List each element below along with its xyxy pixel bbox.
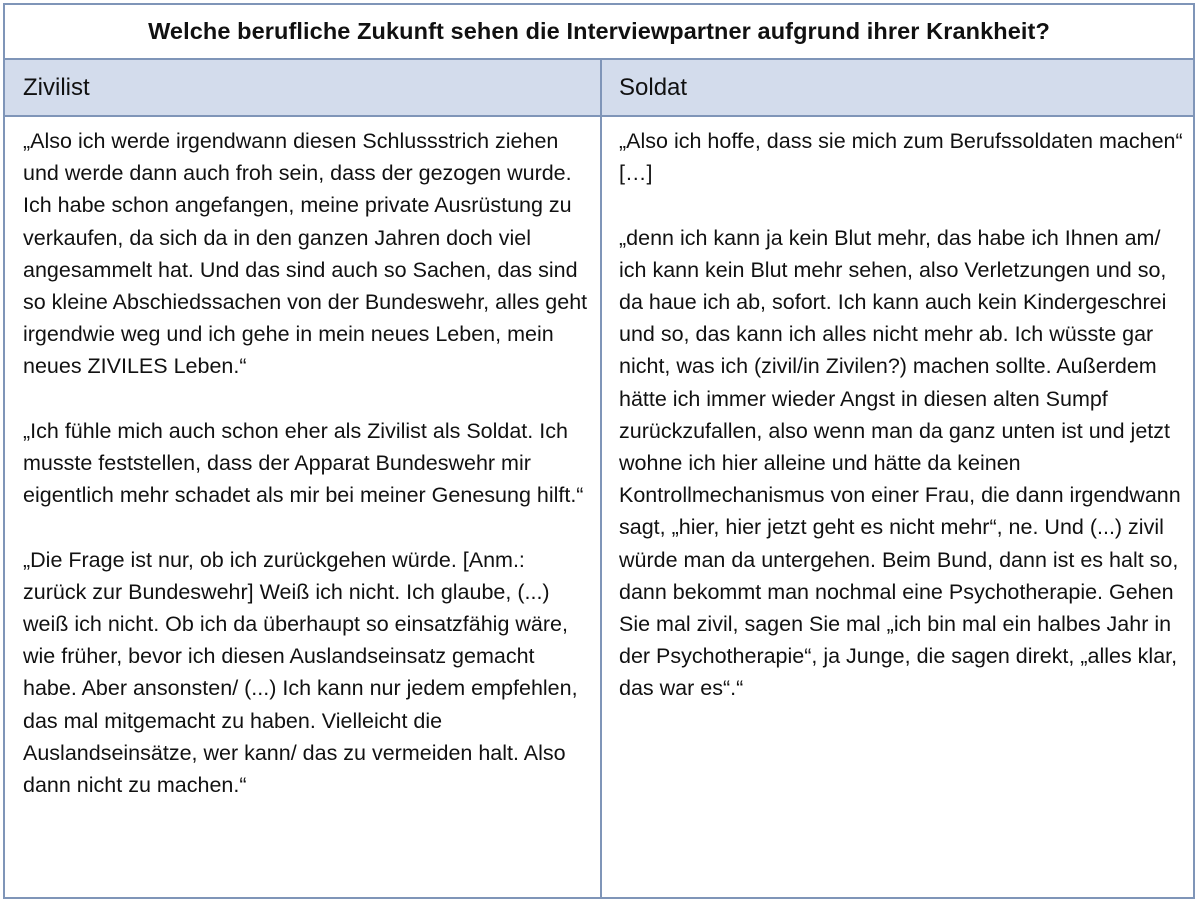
column-header-zivilist: Zivilist	[23, 73, 90, 101]
quote-paragraph: „Also ich werde irgendwann diesen Schlussstrich ziehen und werde dann auch froh sein, dass der gezogen wurde. Ich habe schon angefangen, meine private Ausrüstung zu verkaufen, da sich da in den ganzen Jahren doch viel angesammelt hat. Und das sind auch so Sachen, das sind so kleine Abschiedssachen von der Bundeswehr, alles geht irgendwie weg und ich gehe in mein neues Leben, mein neues ZIVILES Leben.“	[23, 129, 588, 379]
quote-paragraph: „Die Frage ist nur, ob ich zurückgehen würde. [Anm.: zurück zur Bundeswehr] Weiß ich nicht. Ich glaube, (...) weiß ich nicht. Ob ich da überhaupt so einsatzfähig wäre, wie früher, bevor ich diesen Auslandseinsatz gemacht habe. Aber ansonsten/ (...) Ich kann nur jedem empfehlen, das mal mitgemacht zu haben. Vielleicht die Auslandseinsätze, wer kann/ das zu vermeiden halt. Also dann nicht zu machen.“	[23, 547, 578, 798]
cell-soldat	[619, 125, 1191, 705]
cell-zivilist	[23, 125, 593, 801]
comparison-table	[3, 3, 1195, 899]
quote-paragraph: „Ich fühle mich auch schon eher als Zivilist als Soldat. Ich musste feststellen, dass der Apparat Bundeswehr mir eigentlich mehr schadet als mir bei meiner Genesung hilft.“	[23, 418, 584, 508]
quote-paragraph: „Also ich hoffe, dass sie mich zum Berufssoldaten machen“ […]	[619, 129, 1183, 186]
quote-paragraph: „denn ich kann ja kein Blut mehr, das habe ich Ihnen am/ ich kann kein Blut mehr sehen, also Verletzungen und so, da haue ich ab, sofort. Ich kann auch kein Kindergeschrei und so, das kann ich alles nicht mehr ab. Ich wüsste gar nicht, was ich (zivil/in Zivilen?) machen sollte. Außerdem hätte ich immer wieder Angst in diesen alten Sumpf zurückzufallen, also wenn man da ganz unten ist und jetzt wohne ich hier alleine und hätte da keinen Kontrollmechanismus von einer Frau, die dann irgendwann sagt, „hier, hier jetzt geht es nicht mehr“, ne. Und (...) zivil würde man da untergehen. Beim Bund, dann ist es halt so, dann bekommt man nochmal eine Psychotherapie. Gehen Sie mal zivil, sagen Sie mal „ich bin mal ein halbes Jahr in der Psychotherapie“, ja Junge, die sagen direkt, „alles klar, das war es“.“	[619, 225, 1181, 701]
table-header-row	[5, 60, 1193, 117]
column-header-soldat: Soldat	[619, 73, 688, 101]
column-divider	[600, 60, 602, 897]
table-title: Welche berufliche Zukunft sehen die Interviewpartner aufgrund ihrer Krankheit?	[5, 5, 1193, 60]
